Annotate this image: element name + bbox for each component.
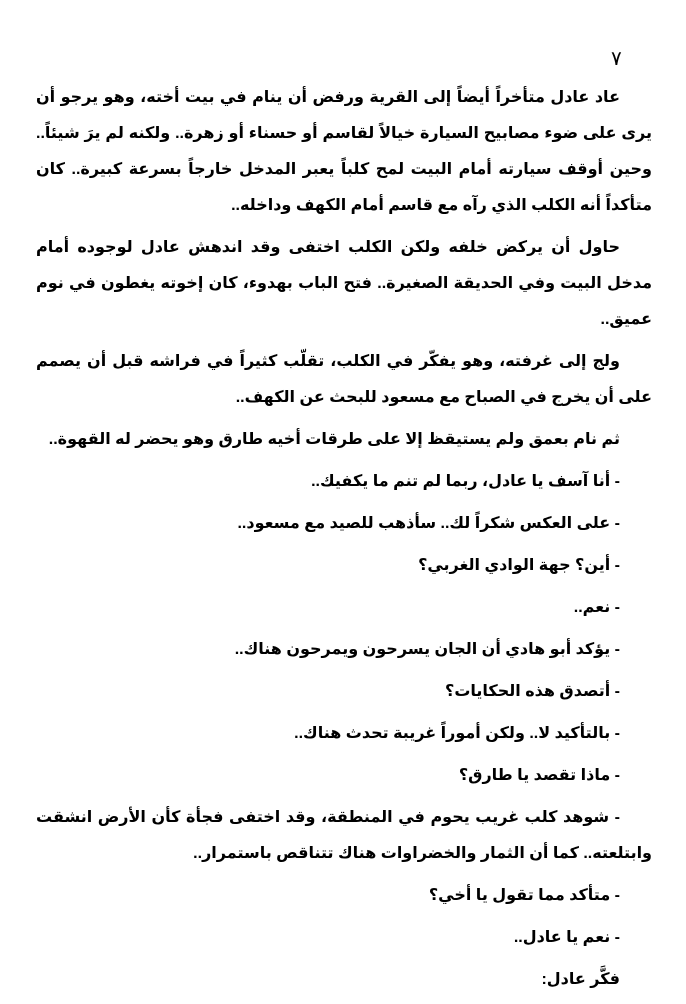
dialogue-line: - أتصدق هذه الحكايات؟ [445,683,620,700]
paragraph: ثم نام بعمق ولم يستيقظ إلا على طرقات أخيه طارق وهو يحضر له القهوة.. [48,431,620,448]
dialogue-line: - متأكد مما تقول يا أخي؟ [428,887,620,904]
dialogue-line: - شوهد كلب غريب يحوم في المنطقة، وقد اختفى فجأة كأن الأرض انشقت وابتلعته.. كما أن الثمار والخضراوات هناك تتناقص باستمرار.. [36,809,652,862]
dialogue-line: - نعم.. [573,599,620,616]
page-text [36,80,652,1004]
paragraph: ولج إلى غرفته، وهو يفكّر في الكلب، تقلّب كثيراً في فراشه قبل أن يصمم على أن يخرج في الصباح مع مسعود للبحث عن الكهف.. [36,353,652,406]
dialogue-line: - ماذا تقصد يا طارق؟ [458,767,620,784]
dialogue-line: - يؤكد أبو هادي أن الجان يسرحون ويمرحون هناك.. [234,641,620,658]
dialogue-line: - أين؟ جهة الوادي الغربي؟ [418,557,620,574]
paragraph: عاد عادل متأخراً أيضاً إلى القرية ورفض أن ينام في بيت أخته، وهو يرجو أن يرى على ضوء مصابيح السيارة خيالاً لقاسم أو حسناء أو زهرة.. ولكنه لم يرَ شيئاً.. وحين أوقف سيارته أمام البيت لمح كلباً يعبر المدخل خارجاً بسرعة كبيرة.. كان متأكداً أنه الكلب الذي رآه مع قاسم أمام الكهف وداخله.. [36,89,652,214]
dialogue-line: - بالتأكيد لا.. ولكن أموراً غريبة تحدث هناك.. [294,725,620,742]
paragraph: حاول أن يركض خلفه ولكن الكلب اختفى وقد اندهش عادل لوجوده أمام مدخل البيت وفي الحديقة الصغيرة.. فتح الباب بهدوء، كان إخوته يغطون في نوم عميق.. [36,239,652,328]
dialogue-line: - أنا آسف يا عادل، ربما لم تنم ما يكفيك.. [311,473,620,490]
dialogue-line: - على العكس شكراً لك.. سأذهب للصيد مع مسعود.. [237,515,620,532]
closing-line: فكَّر عادل: [541,971,620,988]
dialogue-line: - نعم يا عادل.. [513,929,620,946]
page-number: ٧ [611,46,622,70]
